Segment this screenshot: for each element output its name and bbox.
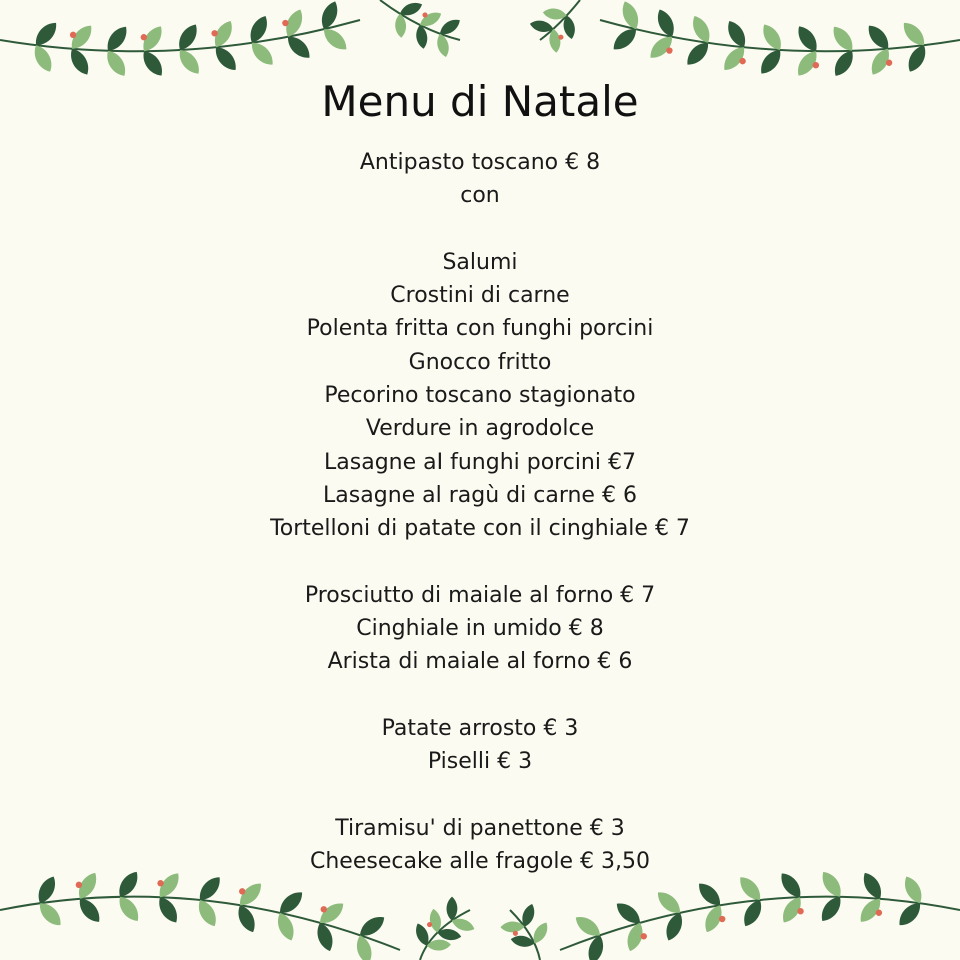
menu-line: Crostini di carne [390, 283, 570, 309]
berry-dot [886, 60, 892, 66]
menu-list [0, 146, 960, 879]
menu-line [0, 779, 960, 812]
menu-line: Gnocco fritto [408, 349, 552, 375]
berry-dot [739, 58, 745, 64]
menu-title: Menu di Natale [321, 77, 639, 126]
berry-dot [876, 910, 882, 916]
menu-line: Piselli € 3 [427, 749, 533, 775]
berry-dot [76, 882, 82, 888]
menu-line: Cheesecake alle fragole € 3,50 [310, 849, 650, 875]
berry-dot [641, 933, 647, 939]
berry-dot [157, 880, 163, 886]
berry-dot [813, 62, 819, 68]
berry-dot [239, 888, 245, 894]
menu-line: Patate arrosto € 3 [381, 716, 579, 742]
menu-line: Lasagne aI funghi porcini €7 [324, 449, 636, 475]
menu-line: Cinghiale in umido € 8 [356, 616, 604, 642]
menu-line [0, 546, 960, 579]
berry-dot [70, 32, 76, 38]
menu-line: Tiramisu' di panettone € 3 [335, 815, 625, 841]
menu-line: Verdure in agrodolce [365, 416, 595, 442]
menu-line: Polenta fritta con funghi porcini [306, 316, 654, 342]
berry-dot [282, 20, 288, 26]
berry-dot [666, 47, 672, 53]
berry-dot [321, 906, 327, 912]
berry-dot [558, 35, 563, 40]
berry-dot [422, 12, 427, 17]
menu-line: Lasagne al ragù di carne € 6 [323, 482, 637, 508]
berry-dot [211, 30, 217, 36]
leaf-shape [314, 921, 337, 954]
bottom-garland-decoration [0, 850, 960, 960]
menu-line: Salumi [442, 249, 518, 275]
berry-dot [141, 34, 147, 40]
menu-line [0, 679, 960, 712]
berry-dot [719, 916, 725, 922]
berry-dot [797, 908, 803, 914]
menu-line: con [460, 183, 500, 209]
berry-dot [427, 922, 432, 927]
menu-line: Antipasto toscano € 8 [359, 150, 601, 175]
menu-line: Pecorino toscano stagionato [324, 383, 636, 409]
menu-line [0, 213, 960, 246]
menu-line: Tortelloni di patate con il cinghiale € 7 [270, 516, 690, 542]
berry-dot [513, 931, 518, 936]
menu-line: Arista di maiale al forno € 6 [327, 649, 633, 675]
menu-line: Prosciutto di maiale al forno € 7 [304, 582, 656, 608]
